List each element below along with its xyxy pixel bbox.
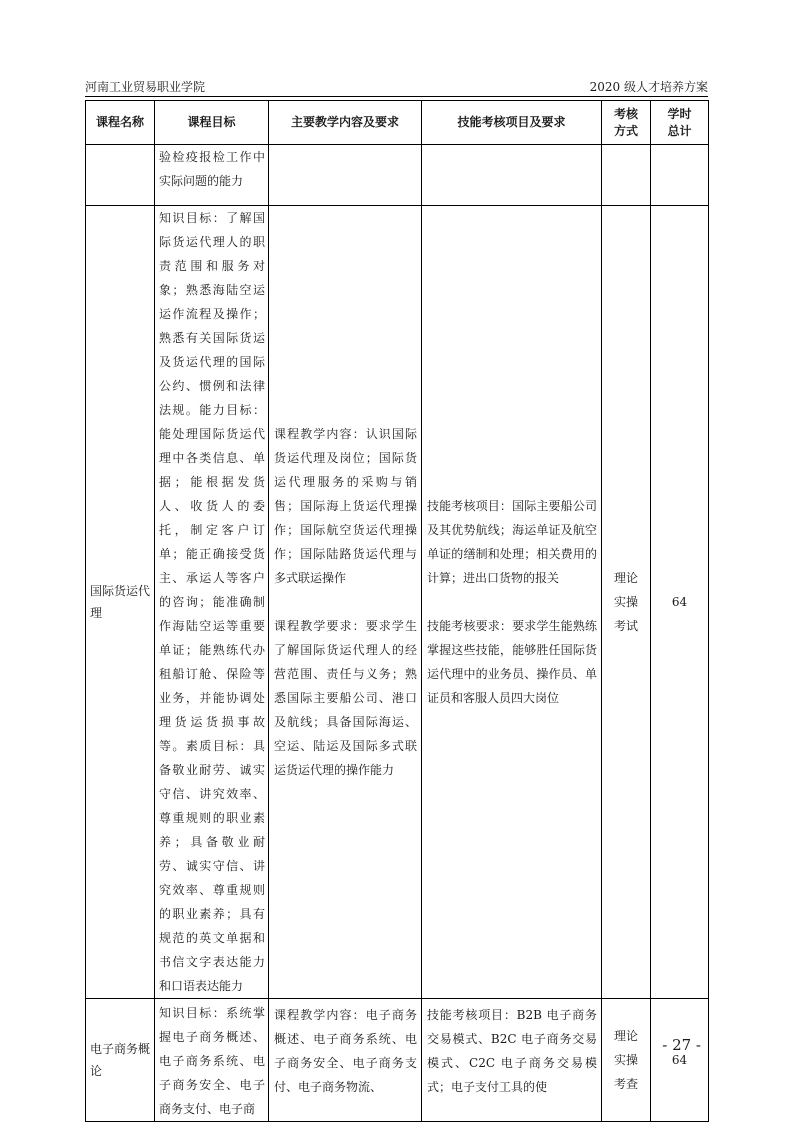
col-header-teaching-content: 主要教学内容及要求 [269,101,422,145]
skill-assessment-cell [422,206,602,999]
total-hours-cell [651,145,709,206]
col-header-course-name: 课程名称 [86,101,155,145]
table-row [86,145,709,206]
course-name-cell [86,145,155,206]
header-school-name: 河南工业贸易职业学院 [85,80,206,94]
assessment-method-cell: 理论 实操 考查 [602,999,651,1122]
col-header-total-hours: 学时 总计 [651,101,709,145]
header-rule [85,96,708,97]
curriculum-table [85,100,709,1122]
assessment-method-cell [602,145,651,206]
course-name-cell: 电子商务概论 [86,999,155,1122]
col-header-assessment-method: 考核 方式 [602,101,651,145]
header-document-title: 2020 级人才培养方案 [589,80,708,94]
table-row [86,206,709,999]
page-number: - 27 - [662,1036,701,1054]
course-goal-cell: 知识目标：系统掌握电子商务概述、电子商务系统、电子商务安全、电子商务支付、电子商 [155,999,269,1122]
paragraph-gap [274,590,417,614]
teaching-requirement-text: 课程教学要求：要求学生了解国际货运代理人的经营范围、责任与义务；熟悉国际主要船公司、港口及航线；具备国际海运、空运、陆运及国际多式联运货运代理的操作能力 [274,619,417,777]
course-goal-cell: 知识目标：了解国际货运代理人的职责范围和服务对象；熟悉海陆空运运作流程及操作；熟悉有关国际货运及货运代理的国际公约、惯例和法律法规。能力目标：能处理国际货运代理中各类信息、单据；能根据发货人、收货人的委托，制定客户订单；能正确接受货主、承运人等客户的咨询；能准确制作海陆空运等重要单证；能熟练代办租船订舱、保险等业务，并能协调处理货运货损事故等。素质目标：具备敬业耐劳、诚实守信、讲究效率、尊重规则的职业素养；具备敬业耐劳、诚实守信、讲究效率、尊重规则的职业素养；具有规范的英文单据和书信文字表达能力和口语表达能力 [155,206,269,999]
skill-assessment-cell [422,145,602,206]
skill-items-text: 技能考核项目：国际主要船公司及其优势航线；海运单证及航空单证的缮制和处理；相关费用的计算；进出口货物的报关 [427,499,597,585]
col-header-skill-assessment: 技能考核项目及要求 [422,101,602,145]
assessment-method-cell: 理论 实操 考试 [602,206,651,999]
teaching-content-cell [269,145,422,206]
teaching-content-text: 课程教学内容：认识国际货运代理及岗位；国际货运代理服务的采购与销售；国际海上货运代理操作；国际航空货运代理操作；国际陆路货运代理与多式联运操作 [274,427,417,585]
teaching-content-cell: 课程教学内容：电子商务概述、电子商务系统、电子商务安全、电子商务支付、电子商务物流、 [269,999,422,1122]
total-hours-cell: 64 [651,999,709,1122]
total-hours-cell: 64 [651,206,709,999]
col-header-course-goal: 课程目标 [155,101,269,145]
teaching-content-cell [269,206,422,999]
skill-assessment-cell: 技能考核项目：B2B 电子商务交易模式、B2C 电子商务交易模式、C2C 电子商务交易模式；电子支付工具的使 [422,999,602,1122]
course-name-cell: 国际货运代理 [86,206,155,999]
paragraph-gap [427,590,597,614]
page-header [85,78,708,98]
course-goal-cell: 验检疫报检工作中实际问题的能力 [155,145,269,206]
skill-requirement-text: 技能考核要求：要求学生能熟练掌握这些技能，能够胜任国际货运代理中的业务员、操作员、单证员和客服人员四大岗位 [427,619,597,705]
table-header-row [86,101,709,145]
table-row [86,999,709,1122]
